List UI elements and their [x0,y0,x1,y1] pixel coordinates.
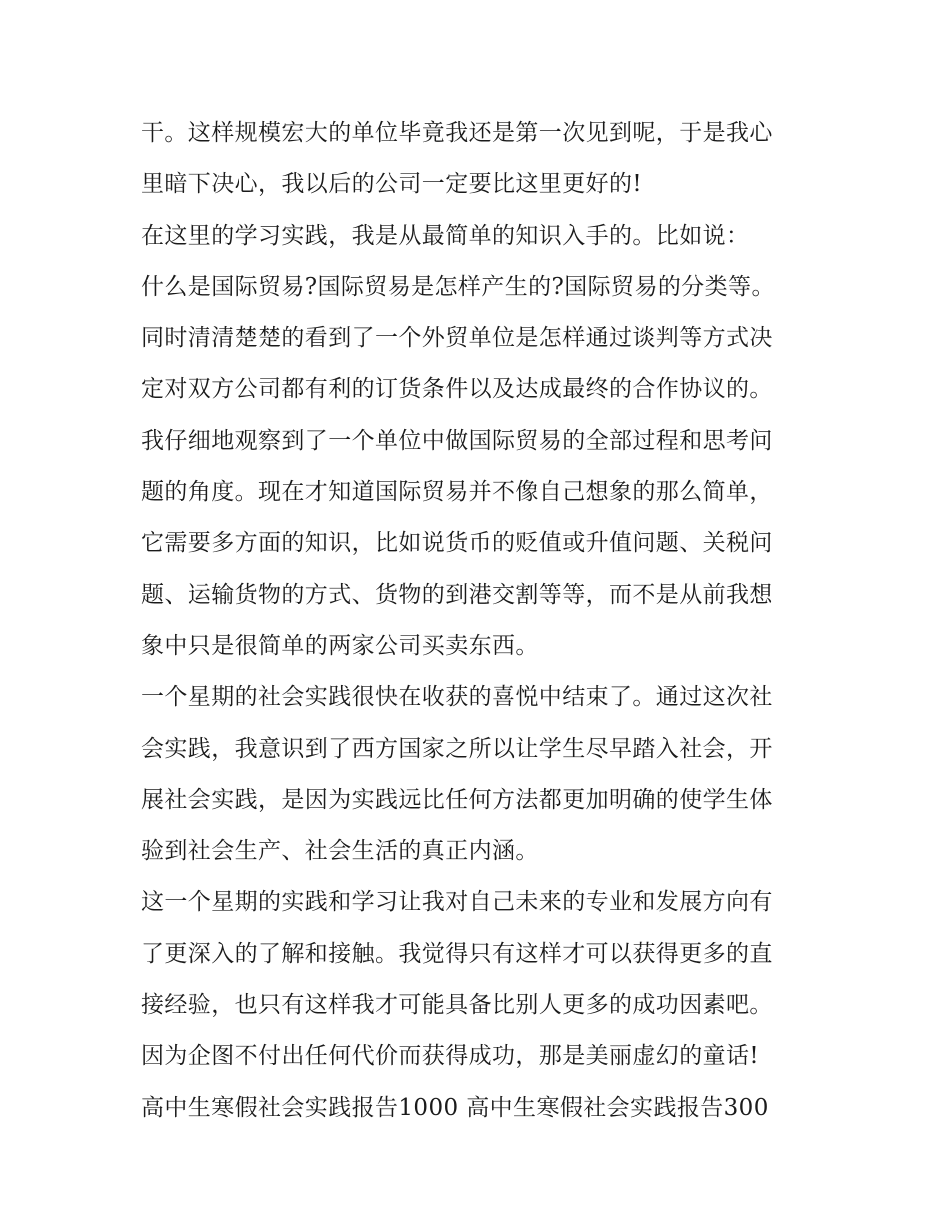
text-line: 什么是国际贸易?国际贸易是怎样产生的?国际贸易的分类等。 [141,273,775,300]
text-line: 这一个星期的实践和学习让我对自己未来的专业和发展方向有 [141,889,773,916]
text-line: 会实践，我意识到了西方国家之所以让学生尽早踏入社会，开 [141,735,773,762]
text-line: 干。这样规模宏大的单位毕竟我还是第一次见到呢，于是我心 [141,120,773,146]
text-line: 里暗下决心，我以后的公司一定要比这里更好的! [141,171,643,198]
text-line: 接经验，也只有这样我才可能具备比别人更多的成功因素吧。 [141,992,773,1019]
text-line: 在这里的学习实践，我是从最简单的知识入手的。比如说： [141,222,750,249]
text-line: 了更深入的了解和接触。我觉得只有这样才可以获得更多的直 [141,940,773,967]
text-line: 定对双方公司都有利的订货条件以及达成最终的合作协议的。 [141,376,773,403]
text-line: 题的角度。现在才知道国际贸易并不像自己想象的那么简单， [141,479,773,506]
text-line: 一个星期的社会实践很快在收获的喜悦中结束了。通过这次社 [141,684,773,711]
text-line: 验到社会生产、社会生活的真正内涵。 [141,838,539,865]
text-line: 因为企图不付出任何代价而获得成功，那是美丽虚幻的童话! [141,1043,760,1070]
text-line: 高中生寒假社会实践报告1000 高中生寒假社会实践报告300 [141,1094,769,1121]
text-line: 象中只是很简单的两家公司买卖东西。 [141,632,539,659]
text-line: 题、运输货物的方式、货物的到港交割等等，而不是从前我想 [141,581,773,608]
text-line: 同时清清楚楚的看到了一个外贸单位是怎样通过谈判等方式决 [141,325,773,352]
text-line: 我仔细地观察到了一个单位中做国际贸易的全部过程和思考问 [141,427,773,454]
body-text [141,108,821,1134]
text-line: 它需要多方面的知识，比如说货币的贬值或升值问题、关税问 [141,530,773,557]
text-line: 展社会实践，是因为实践远比任何方法都更加明确的使学生体 [141,786,773,813]
